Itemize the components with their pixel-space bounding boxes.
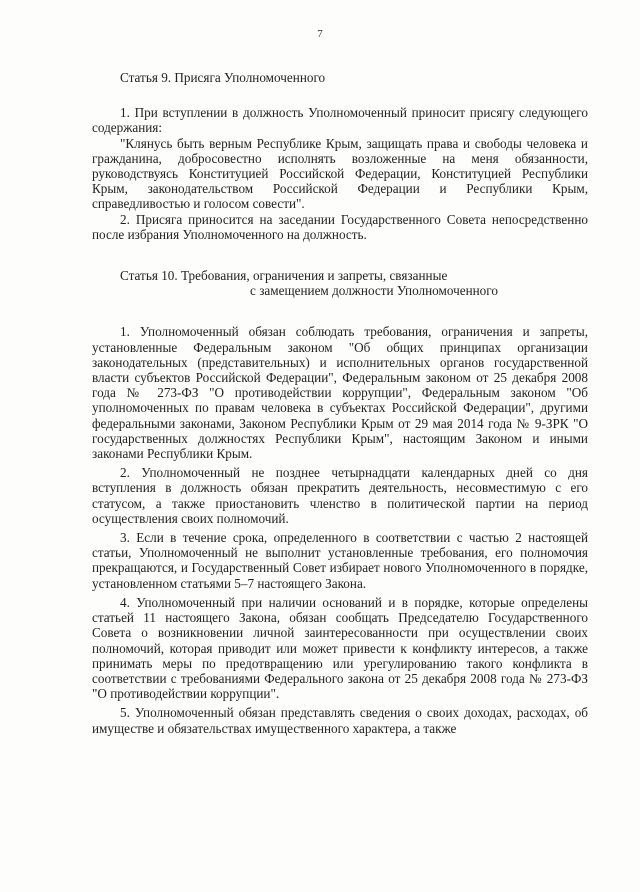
article-9-paragraph-2: 2. Присяга приносится на заседании Государственного Совета непосредственно после избрания Уполномоченного на должность.	[92, 211, 588, 242]
article-10-paragraph-4: 4. Уполномоченный при наличии оснований и в порядке, которые определены статьей 11 настоящего Закона, обязан сообщать Председателю Государственного Совета о возникновении личной заинтересованности при осуществлении своих полномочий, которая приводит или может привести к конфликту интересов, а также принимать меры по предотвращению или урегулированию такого конфликта в соответствии с требованиями Федерального закона от 25 декабря 2008 года № 273-ФЗ "О противодействии коррупции".	[92, 594, 588, 702]
article-10-paragraph-3: 3. Если в течение срока, определенного в соответствии с частью 2 настоящей статьи, Уполномоченный не выполнит установленные требования, его полномочия прекращаются, и Государственный Совет избирает нового Уполномоченного в порядке, установленном статьями 5–7 настоящего Закона.	[92, 530, 588, 591]
article-10-title	[92, 268, 588, 298]
page-number: 7	[317, 28, 323, 40]
document-body	[92, 70, 588, 736]
article-9	[92, 70, 588, 242]
article-9-oath-text: "Клянусь быть верным Республике Крым, защищать права и свободы человека и гражданина, добросовестно исполнять возложенные на меня обязанности, руководствуясь Конституцией Российской Федерации, Конституцией Республики Крым, законодательством Российской Федерации и Республики Крым, справедливостью и голосом совести".	[92, 135, 588, 212]
article-9-title: Статья 9. Присяга Уполномоченного	[120, 70, 326, 85]
article-10-title-line-1: Статья 10. Требования, ограничения и запреты, связанные	[120, 268, 448, 284]
article-10-title-line-2: с замещением должности Уполномоченного	[250, 283, 498, 299]
article-10-paragraph-5: 5. Уполномоченный обязан представлять сведения о своих доходах, расходах, об имуществе и обязательствах имущественного характера, а также	[92, 705, 588, 736]
article-10	[92, 268, 588, 736]
article-10-paragraph-2: 2. Уполномоченный не позднее четырнадцати календарных дней со дня вступления в должность обязан прекратить деятельность, несовместимую с его статусом, а также приостановить членство в политической партии на период осуществления своих полномочий.	[92, 465, 588, 526]
article-10-paragraph-1: 1. Уполномоченный обязан соблюдать требования, ограничения и запреты, установленные Федеральным законом "Об общих принципах организации законодательных (представительных) и исполнительных органов государственной власти субъектов Российской Федерации", Федеральным законом от 25 декабря 2008 года № 273-ФЗ "О противодействии коррупции", Федеральным законом "Об уполномоченных по правам человека в субъектах Российской Федерации", другими федеральными законами, Законом Республики Крым от 29 мая 2014 года № 9-ЗРК "О государственных должностях Республики Крым", настоящим Законом и иными законами Республики Крым.	[92, 324, 588, 462]
article-9-paragraph-1: 1. При вступлении в должность Уполномоченный приносит присягу следующего содержания:	[92, 105, 588, 136]
